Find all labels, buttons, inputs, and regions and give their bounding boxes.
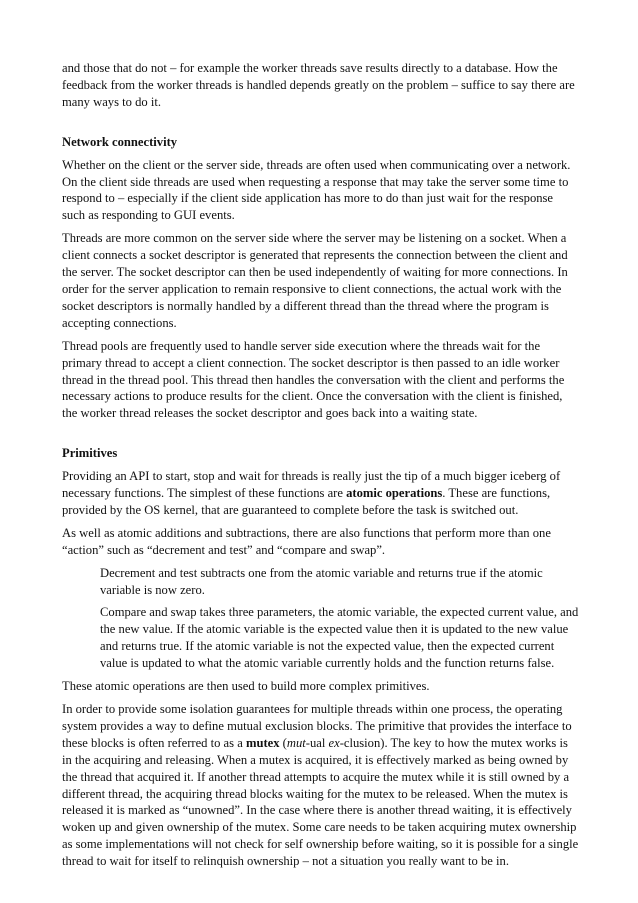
primitives-paragraph-2: As well as atomic additions and subtractions, there are also functions that perform more than one “action” such as “decrement and test” and “compare and swap”. — [62, 525, 551, 557]
indented-compare-and-swap: Compare and swap takes three parameters, the atomic variable, the expected current value, and the new value. If the atomic variable is the expected value then it is updated to the new value and returns true. If the atomic variable is not the expected value, then the expected current value is updated to what the atomic variable currently holds and the function returns false. — [100, 605, 579, 671]
network-paragraph-2: Threads are more common on the server side where the server may be listening on a socket. When a client connects a socket descriptor is generated that represents the connection between the client and the server. The socket descriptor can then be used independently of waiting for more connections. In order for the server application to remain responsive to client connections, the actual work with the socket descriptors is normally handled by a different thread than the thread where the program is accepting connections. — [62, 231, 568, 330]
text-run: . These are functions, provided by the OS kernel, that are guaranteed to complete before the task is switched out. — [62, 486, 551, 517]
text-column — [62, 60, 579, 876]
text-run: -ual — [305, 735, 329, 750]
term-atomic-operations: atomic operations — [346, 486, 443, 501]
text-run: In order to provide some isolation guarantees for multiple threads within one process, the operating system provides a way to define mutual exclusion blocks. The primitive that provides the interface to these blocks is often referred to as a — [62, 702, 572, 750]
primitives-paragraph-1 — [62, 468, 579, 519]
heading-network-connectivity: Network connectivity — [62, 134, 178, 149]
indented-decrement-and-test: Decrement and test subtracts one from the atomic variable and returns true if the atomic variable is now zero. — [100, 565, 543, 597]
intro-paragraph: and those that do not – for example the worker threads save results directly to a database. How the feedback from the worker threads is handled depends greatly on the problem – suffice to say there are many ways to do it. — [62, 61, 575, 109]
primitives-paragraph-3: These atomic operations are then used to build more complex primitives. — [62, 679, 430, 694]
network-paragraph-1: Whether on the client or the server side, threads are often used when communicating over a network. On the client side threads are used when requesting a response that may take the server some time to respond to – especially if the client side application has more to do than just wait for the response such as responding to GUI events. — [62, 157, 571, 223]
heading-primitives: Primitives — [62, 446, 118, 461]
primitives-paragraph-4 — [62, 701, 579, 870]
text-run: Providing an API to start, stop and wait for threads is really just the tip of a much bigger iceberg of necessary functions. The simplest of these functions are — [62, 469, 561, 501]
text-run: -clusion). The key to how the mutex works is in the acquiring and releasing. When a mutex is acquired, it is effectively marked as being owned by the thread that acquired it. If another thread attempts to acquire the mutex while it is still owned by a different thread, the acquiring thread blocks waiting for the mutex to be released. When the mutex is released it is marked as “unowned”. In the case where there is another thread waiting, it is effectively woken up and given ownership of the mutex. Some care needs to be taken acquiring mutex ownership as some implementations will not check for self ownership before waiting, so it is possible for a single thread to wait for itself to relinquish ownership – not a situation you really want to be in. — [62, 735, 579, 869]
term-mutex: mutex — [245, 735, 280, 750]
section-gap — [62, 428, 579, 445]
network-paragraph-3: Thread pools are frequently used to handle server side execution where the threads wait for the primary thread to accept a client connection. The socket descriptor is then passed to an idle worker thread in the thread pool. This thread then handles the conversation with the client and performs the necessary actions to produce results for the client. Once the conversation with the client is finished, the worker thread releases the socket descriptor and goes back into a waiting state. — [62, 338, 565, 421]
italic-mut: mut — [286, 735, 306, 750]
text-run: ( — [279, 735, 287, 750]
italic-ex: ex — [328, 735, 340, 750]
section-gap — [62, 117, 579, 134]
